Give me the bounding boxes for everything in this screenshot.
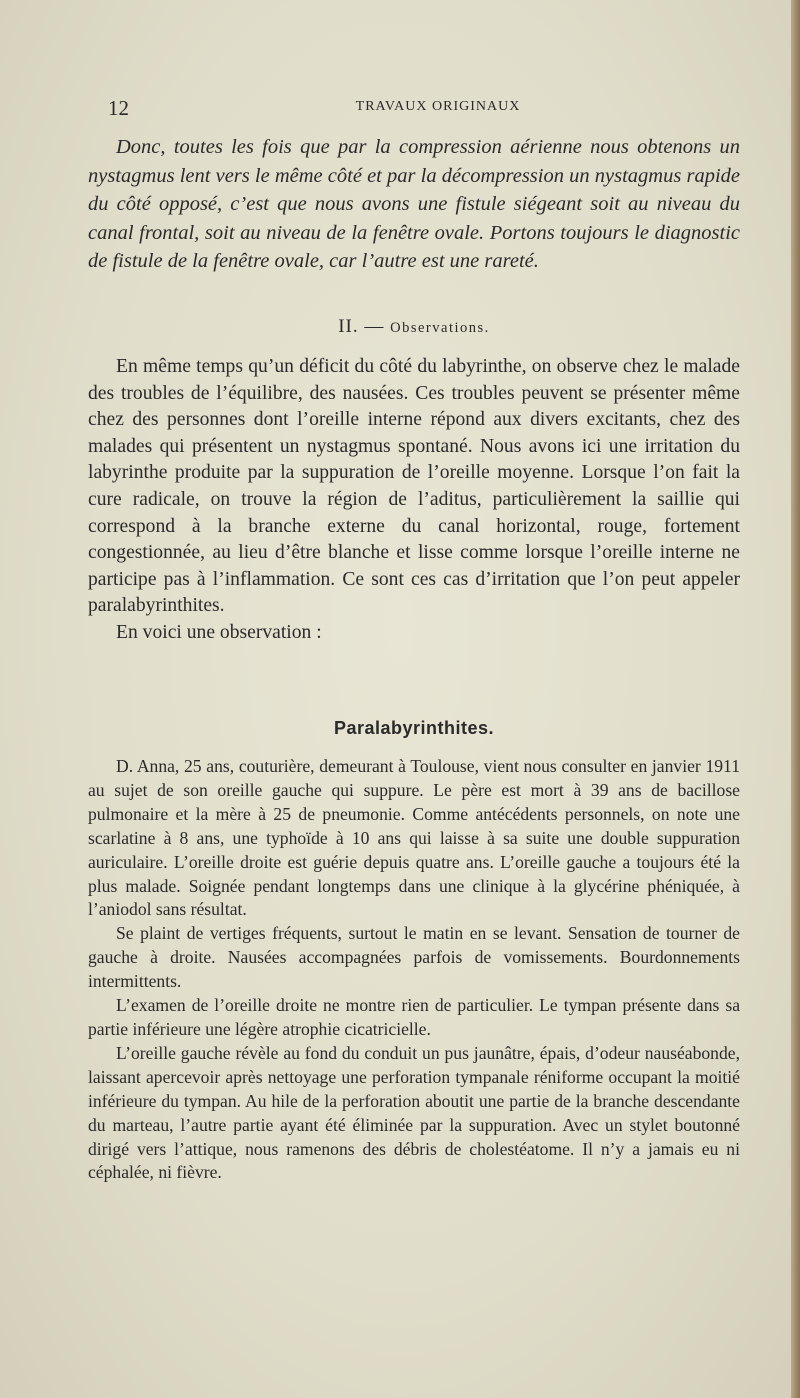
section-title <box>88 316 740 338</box>
section-heading <box>88 316 740 338</box>
subtitle: Paralabyrinthites. <box>333 718 495 738</box>
intro-block <box>88 133 740 276</box>
subtitle-block <box>88 718 740 739</box>
page-number: 12 <box>108 96 129 120</box>
intro-italic-paragraph: Donc, toutes les fois que par la compression aérienne nous obtenons un nystagmus lent vers le même côté et par la décompression un nystagmus rapide du côté opposé, c’est que nous avons une fistule siégeant soit au niveau du canal frontal, soit au niveau de la fenêtre ovale. Portons toujours le diagnostic de fistule de la fenêtre ovale, car l’autre est une rareté. <box>88 136 740 272</box>
case-paragraph: Se plaint de vertiges fréquents, surtout le matin en se levant. Sensation de tourner de gauche à droite. Nausées accompagnées parfois de vomissements. Bourdonnements intermittents. <box>88 923 740 992</box>
case-paragraph: L’examen de l’oreille droite ne montre rien de particulier. Le tympan présente dans sa partie inférieure une légère atrophie cicatricielle. <box>88 995 740 1039</box>
section-number: II. — <box>338 316 385 337</box>
case-block <box>88 755 740 1185</box>
body-paragraph: En même temps qu’un déficit du côté du labyrinthe, on observe chez le malade des troubles de l’équilibre, des nausées. Ces troubles peuvent se présenter même chez des personnes dont l’oreille interne répond aux divers excitants, chez des malades qui présentent un nystagmus spontané. Nous avons ici une irritation du labyrinthe produite par la suppuration de l’oreille moyenne. Lorsque l’on fait la cure radicale, on trouve la région de l’aditus, particulièrement la saillie qui correspond à la branche externe du canal horizontal, rouge, fortement congestionnée, au lieu d’être blanche et lisse comme lorsque l’oreille interne ne participe pas à l’inflammation. Ce sont ces cas d’irritation que l’on peut appeler paralabyrinthites. <box>88 356 740 617</box>
section-name: Observations. <box>390 320 490 336</box>
body-block <box>88 354 740 647</box>
page-edge <box>791 0 800 1398</box>
case-paragraph: L’oreille gauche révèle au fond du conduit un pus jaunâtre, épais, d’odeur nauséabonde, laissant apercevoir après nettoyage une perforation tympanale réniforme occupant la moitié inférieure du tympan. Au hile de la perforation aboutit une partie de la branche descendante du marteau, l’autre partie ayant été éliminée par la suppuration. Avec un stylet boutonné dirigé vers l’attique, nous ramenons des débris de cholestéatome. Il n’y a jamais eu ni céphalée, ni fièvre. <box>88 1042 740 1183</box>
case-paragraph: D. Anna, 25 ans, couturière, demeurant à Toulouse, vient nous consulter en janvier 1911 au sujet de son oreille gauche qui suppure. Le père est mort à 39 ans de bacillose pulmonaire et la mère à 25 de pneumonie. Comme antécédents personnels, on note une scarlatine à 8 ans, une typhoïde à 10 ans qui laisse à sa suite une double suppuration auriculaire. L’oreille droite est guérie depuis quatre ans. L’oreille gauche a toujours été la plus malade. Soignée pendant longtemps dans une clinique à la glycérine phéniquée, à l’aniodol sans résultat. <box>88 756 740 920</box>
page-header <box>108 96 728 118</box>
running-head: TRAVAUX ORIGINAUX <box>355 99 521 114</box>
body-paragraph: En voici une observation : <box>116 621 322 643</box>
